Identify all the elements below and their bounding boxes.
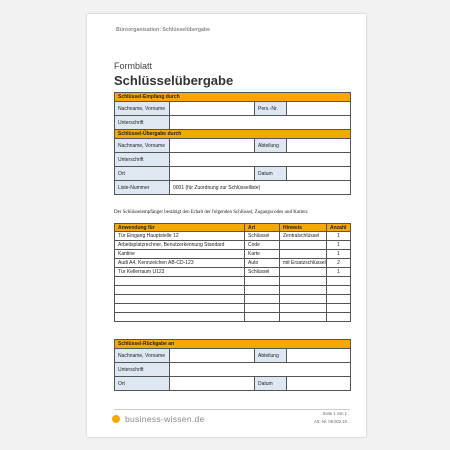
cell-anwendung[interactable]: Tür Eingang Hauptstelle 12 — [115, 232, 245, 241]
page-header: Büroorganisation: Schlüsselübergabe — [116, 27, 210, 33]
empfang-signature-label: Unterschrift — [115, 116, 170, 130]
rueckgabe-name-field[interactable] — [170, 349, 255, 363]
uebergabe-signature-field[interactable] — [170, 153, 351, 167]
cell-anzahl[interactable] — [327, 286, 351, 295]
cell-hinweis[interactable] — [280, 250, 327, 259]
cell-anzahl[interactable]: 2 — [327, 259, 351, 268]
cell-art[interactable]: Schlüssel — [245, 232, 280, 241]
cell-hinweis[interactable] — [280, 241, 327, 250]
cell-hinweis[interactable]: mit Ersatzschlüssel — [280, 259, 327, 268]
table-row — [115, 295, 351, 304]
uebergabe-ort-label: Ort — [115, 167, 170, 181]
uebergabe-name-label: Nachname, Vorname — [115, 139, 170, 153]
keys-header-hinweis: Hinweis — [280, 224, 327, 232]
cell-art[interactable] — [245, 313, 280, 322]
empfang-signature-field[interactable] — [170, 116, 351, 130]
uebergabe-abteilung-field[interactable] — [287, 139, 351, 153]
brand-logo — [112, 414, 205, 424]
keys-header-art: Art — [245, 224, 280, 232]
table-row — [115, 250, 351, 259]
empfang-name-field[interactable] — [170, 102, 255, 116]
handover-form-table — [114, 92, 351, 195]
form-kicker: Formblatt — [114, 61, 153, 71]
rueckgabe-abteilung-label: Abteilung — [255, 349, 287, 363]
cell-art[interactable] — [245, 304, 280, 313]
uebergabe-datum-label: Datum — [255, 167, 287, 181]
empfang-name-label: Nachname, Vorname — [115, 102, 170, 116]
uebergabe-abteilung-label: Abteilung — [255, 139, 287, 153]
table-row — [115, 259, 351, 268]
cell-anzahl[interactable]: 1 — [327, 241, 351, 250]
cell-art[interactable]: Auto — [245, 259, 280, 268]
uebergabe-ort-field[interactable] — [170, 167, 255, 181]
cell-anzahl[interactable]: 1 — [327, 250, 351, 259]
cell-anwendung[interactable] — [115, 313, 245, 322]
cell-anwendung[interactable] — [115, 295, 245, 304]
liste-nummer-label: Liste-Nummer — [115, 181, 170, 195]
table-row — [115, 286, 351, 295]
cell-anwendung[interactable]: Kantine — [115, 250, 245, 259]
cell-anzahl[interactable] — [327, 304, 351, 313]
cell-hinweis[interactable] — [280, 295, 327, 304]
cell-anzahl[interactable] — [327, 277, 351, 286]
cell-art[interactable] — [245, 286, 280, 295]
article-number: Art.-Nr. 06.002.10 — [313, 419, 347, 424]
rueckgabe-signature-label: Unterschrift — [115, 363, 170, 377]
cell-art[interactable] — [245, 277, 280, 286]
rueckgabe-datum-label: Datum — [255, 377, 287, 391]
keys-header-anzahl: Anzahl — [327, 224, 351, 232]
cell-anwendung[interactable] — [115, 277, 245, 286]
cell-anwendung[interactable] — [115, 286, 245, 295]
table-row — [115, 304, 351, 313]
keys-table — [114, 223, 351, 322]
logo-text: business-wissen.de — [125, 414, 205, 424]
cell-hinweis[interactable]: Zentralschlüssel — [280, 232, 327, 241]
cell-hinweis[interactable] — [280, 277, 327, 286]
liste-nummer-field[interactable]: 0001 (für Zuordnung zur Schlüsselliste) — [170, 181, 351, 195]
empfang-persnr-label: Pers.-Nr. — [255, 102, 287, 116]
logo-dot-icon — [112, 415, 120, 423]
section-rueckgabe-heading: Schlüssel-Rückgabe an — [115, 340, 351, 349]
rueckgabe-ort-label: Ort — [115, 377, 170, 391]
cell-hinweis[interactable] — [280, 313, 327, 322]
uebergabe-datum-field[interactable] — [287, 167, 351, 181]
cell-anzahl[interactable]: 1 — [327, 268, 351, 277]
intro-text: Der Schlüsselempfänger bestätigt den Erhalt der folgenden Schlüssel, Zugangscodes und Karten: — [114, 210, 309, 215]
table-row — [115, 232, 351, 241]
cell-art[interactable]: Schlüssel — [245, 268, 280, 277]
cell-hinweis[interactable] — [280, 304, 327, 313]
page-number: Seite 1 von 1 — [322, 411, 347, 416]
cell-anzahl[interactable] — [327, 295, 351, 304]
cell-anwendung[interactable]: Audi A4, Kennzeichen AB-CD-123 — [115, 259, 245, 268]
rueckgabe-ort-field[interactable] — [170, 377, 255, 391]
cell-anwendung[interactable]: Arbeitsplatzrechner, Benutzerkennung Standard — [115, 241, 245, 250]
return-form-table — [114, 339, 351, 391]
cell-anwendung[interactable] — [115, 304, 245, 313]
table-row — [115, 268, 351, 277]
cell-art[interactable] — [245, 295, 280, 304]
table-row — [115, 313, 351, 322]
footer-meta — [314, 410, 347, 426]
rueckgabe-datum-field[interactable] — [287, 377, 351, 391]
uebergabe-name-field[interactable] — [170, 139, 255, 153]
cell-anzahl[interactable] — [327, 313, 351, 322]
table-row — [115, 241, 351, 250]
table-row — [115, 277, 351, 286]
keys-header-anwendung: Anwendung für — [115, 224, 245, 232]
uebergabe-signature-label: Unterschrift — [115, 153, 170, 167]
page-title: Schlüsselübergabe — [114, 73, 234, 88]
cell-anwendung[interactable]: Tür Kellerraum U123 — [115, 268, 245, 277]
section-empfang-heading: Schlüssel-Empfang durch — [115, 93, 351, 102]
empfang-persnr-field[interactable] — [287, 102, 351, 116]
rueckgabe-name-label: Nachname, Vorname — [115, 349, 170, 363]
rueckgabe-signature-field[interactable] — [170, 363, 351, 377]
cell-hinweis[interactable] — [280, 286, 327, 295]
rueckgabe-abteilung-field[interactable] — [287, 349, 351, 363]
cell-anzahl[interactable]: 1 — [327, 232, 351, 241]
cell-art[interactable]: Karte — [245, 250, 280, 259]
section-uebergabe-heading: Schlüssel-Übergabe durch — [115, 130, 351, 139]
cell-art[interactable]: Code — [245, 241, 280, 250]
cell-hinweis[interactable] — [280, 268, 327, 277]
